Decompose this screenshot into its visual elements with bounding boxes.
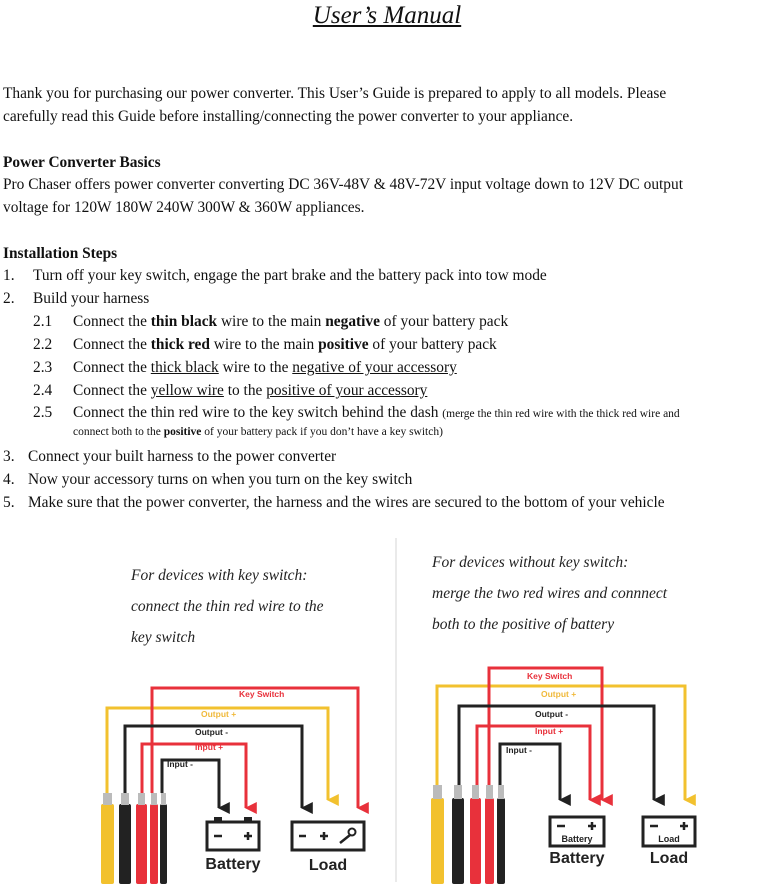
step-text: Turn off your key switch, engage the part brake and the battery pack into tow mode — [33, 267, 547, 284]
basics-line-2: voltage for 120W 180W 240W 300W & 360W appliances. — [3, 199, 365, 216]
left-label-input-minus: Input - — [167, 759, 193, 769]
step-number: 2. — [3, 290, 15, 307]
step-text: Connect your built harness to the power converter — [28, 448, 337, 465]
page-title: User’s Manual — [312, 2, 462, 29]
step-text: Build your harness — [33, 290, 150, 307]
install-heading: Installation Steps — [3, 245, 118, 262]
right-label-output-plus: Output + — [541, 689, 577, 699]
step-number: 5. — [3, 494, 15, 511]
step-underlined: negative of your accessory — [292, 359, 457, 376]
step-note: connect both to the — [73, 426, 164, 438]
step-emphasis: negative — [325, 313, 380, 330]
step-text: Make sure that the power converter, the harness and the wires are secured to the bottom of your vehicle — [28, 494, 665, 511]
step-emphasis: positive — [318, 336, 369, 353]
left-label-output-plus: Output + — [201, 709, 237, 719]
right-label-input-plus: Input + — [535, 726, 564, 736]
step-number: 2.2 — [33, 336, 53, 353]
step-text: wire to the — [218, 359, 293, 376]
basics-line-1: Pro Chaser offers power converter converting DC 36V-48V & 48V-72V input voltage down to 12V DC output — [3, 176, 683, 193]
step-3 — [3, 445, 336, 468]
left-label-input-plus: Input + — [195, 742, 224, 752]
step-text: wire to the main — [209, 336, 319, 353]
step-number: 1. — [3, 267, 15, 284]
intro-line-1: Thank you for purchasing our power converter. This User’s Guide is prepared to apply to all models. Please — [3, 85, 667, 102]
left-battery-label: Battery — [205, 856, 261, 873]
left-load-icon — [292, 822, 364, 850]
right-load-label: Load — [649, 850, 689, 867]
right-label-output-minus: Output - — [535, 709, 569, 719]
left-caption-line: connect the thin red wire to the — [131, 598, 324, 615]
step-2-3 — [33, 356, 457, 379]
left-load-label: Load — [308, 857, 348, 874]
step-text: Connect the — [73, 359, 151, 376]
step-text: Connect the — [73, 313, 151, 330]
right-label-key-switch: Key Switch — [527, 671, 573, 681]
right-caption-line: For devices without key switch: — [432, 554, 629, 571]
wiring-diagrams — [0, 530, 774, 887]
step-number: 2.1 — [33, 313, 53, 330]
step-underlined: yellow wire — [150, 382, 224, 399]
right-wiring — [431, 668, 695, 884]
step-text: Connect the thin red wire to the key switch behind the dash — [73, 404, 443, 421]
step-text: Connect the — [73, 336, 151, 353]
intro-line-2: carefully read this Guide before installing/connecting the power converter to your appliance. — [3, 108, 574, 125]
right-label-input-minus: Input - — [506, 745, 532, 755]
step-underlined: positive of your accessory — [266, 382, 428, 399]
right-caption-line: both to the positive of battery — [432, 616, 615, 633]
step-2-2 — [33, 333, 497, 356]
step-text: Connect the — [73, 382, 151, 399]
step-emphasis: thick red — [150, 336, 210, 353]
step-number: 3. — [3, 448, 15, 465]
step-text: to the — [223, 382, 267, 399]
step-text: Now your accessory turns on when you turn on the key switch — [28, 471, 413, 488]
right-battery-box-label: Battery — [561, 834, 593, 844]
basics-heading: Power Converter Basics — [3, 154, 161, 171]
step-4 — [3, 468, 412, 491]
step-number: 4. — [3, 471, 15, 488]
left-label-key-switch: Key Switch — [239, 689, 285, 699]
right-caption-line: merge the two red wires and connnect — [432, 585, 668, 602]
left-caption-line: For devices with key switch: — [131, 567, 308, 584]
step-text: wire to the main — [217, 313, 326, 330]
step-2-1 — [33, 310, 508, 333]
step-2-4 — [33, 379, 427, 402]
step-number: 2.3 — [33, 359, 53, 376]
step-1 — [3, 264, 547, 287]
left-label-output-minus: Output - — [195, 727, 229, 737]
left-battery-icon — [207, 817, 259, 850]
step-note: (merge the thin red wire with the thick red wire and — [442, 408, 680, 420]
left-wiring — [101, 688, 364, 884]
step-text: of your battery pack — [379, 313, 509, 330]
step-2 — [3, 287, 149, 310]
step-5 — [3, 491, 665, 514]
step-note: of your battery pack if you don’t have a key switch) — [201, 426, 443, 438]
step-2-5-note — [73, 421, 443, 443]
step-emphasis: thin black — [150, 313, 218, 330]
left-caption-line: key switch — [131, 629, 196, 646]
step-number: 2.5 — [33, 404, 53, 421]
step-underlined: thick black — [150, 359, 219, 376]
right-load-box-label: Load — [658, 834, 680, 844]
step-number: 2.4 — [33, 382, 53, 399]
right-battery-label: Battery — [549, 850, 605, 867]
step-text: of your battery pack — [368, 336, 497, 353]
step-note-emphasis: positive — [163, 426, 202, 438]
